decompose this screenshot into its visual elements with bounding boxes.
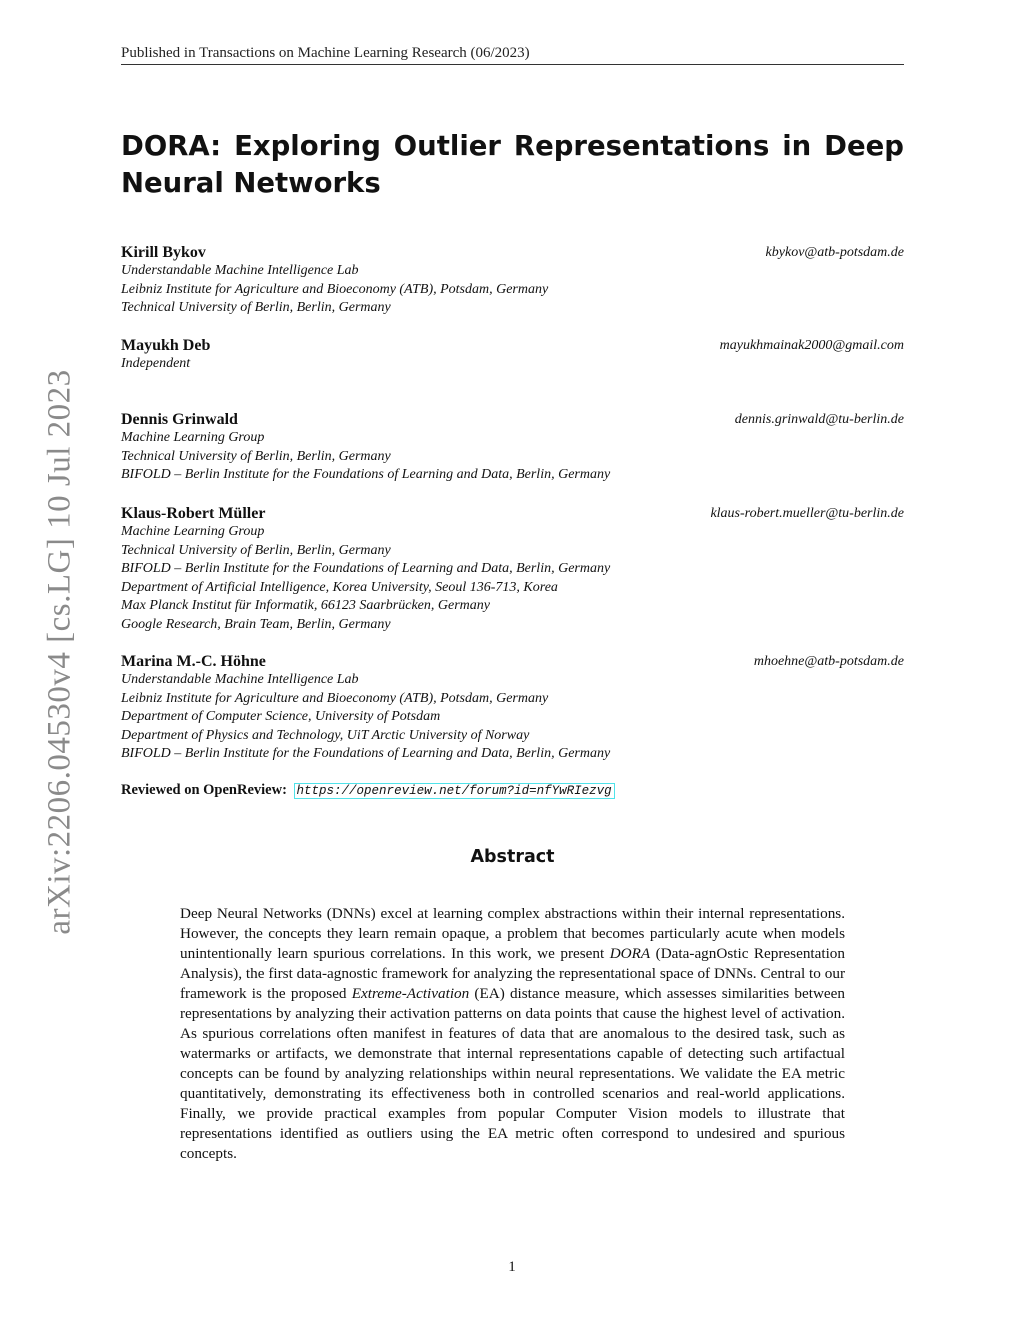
review-label: Reviewed on OpenReview: xyxy=(121,782,287,798)
abstract-text xyxy=(180,904,845,1164)
openreview-link[interactable]: https://openreview.net/forum?id=nfYwRIezvg xyxy=(294,783,615,799)
abstract-text-part: (Data-agnOstic Representation Analysis), the first data-agnostic framework for analyzing the representational space of DNNs. Central to our framework is the proposed xyxy=(180,945,845,1002)
author-name: Kirill Bykov xyxy=(121,244,206,261)
author-name: Klaus-Robert Müller xyxy=(121,505,266,522)
author-block xyxy=(121,243,904,318)
author-email[interactable]: klaus-robert.mueller@tu-berlin.de xyxy=(710,506,904,521)
author-name: Dennis Grinwald xyxy=(121,411,238,428)
abstract-text-part: Deep Neural Networks (DNNs) excel at learning complex abstractions within their internal representations. However, the concepts they learn remain opaque, a problem that becomes particularly acute when models unintentionally learn spurious correlations. In this work, we present xyxy=(180,905,845,962)
author-email[interactable]: kbykov@atb-potsdam.de xyxy=(765,245,904,260)
author-block xyxy=(121,504,904,634)
author-affiliation: Google Research, Brain Team, Berlin, Germany xyxy=(121,616,391,632)
author-affiliation: Max Planck Institut für Informatik, 66123 Saarbrücken, Germany xyxy=(121,598,490,613)
author-block xyxy=(121,336,904,374)
author-affiliation: Technical University of Berlin, Berlin, Germany xyxy=(121,300,391,315)
author-email[interactable]: mayukhmainak2000@gmail.com xyxy=(719,338,904,353)
author-affiliation: Understandable Machine Intelligence Lab xyxy=(121,672,359,687)
author-affiliation: Leibniz Institute for Agriculture and Bioeconomy (ATB), Potsdam, Germany xyxy=(121,690,549,706)
author-affiliation: BIFOLD – Berlin Institute for the Foundations of Learning and Data, Berlin, Germany xyxy=(121,467,611,482)
author-affiliation: Department of Physics and Technology, UiT Arctic University of Norway xyxy=(121,727,530,743)
author-block xyxy=(121,410,904,485)
author-affiliation: Technical University of Berlin, Berlin, Germany xyxy=(121,542,391,558)
author-affiliation: Machine Learning Group xyxy=(121,430,265,445)
abstract-text-part: (EA) distance measure, which assesses similarities between representations by analyzing their activation patterns on data points that cause the highest level of activation. As spurious correlations often manifest in features of data that are anomalous to the desired task, such as watermarks or artifacts, we demonstrate that internal representations capable of detecting such artifactual concepts can be found by analyzing relationships within neural representations. We validate the EA metric quantitatively, demonstrating its effectiveness both in controlled scenarios and real-world applications. Finally, we provide practical examples from popular Computer Vision models to illustrate that representations identified as outliers using the EA metric often correspond to undesired and spurious concepts. xyxy=(180,985,845,1162)
author-affiliation: Leibniz Institute for Agriculture and Bioeconomy (ATB), Potsdam, Germany xyxy=(121,281,549,297)
author-name: Marina M.-C. Höhne xyxy=(121,653,266,670)
review-line xyxy=(121,781,615,800)
author-affiliation: BIFOLD – Berlin Institute for the Foundations of Learning and Data, Berlin, Germany xyxy=(121,746,611,761)
arxiv-identifier: arXiv:2206.04530v4 [cs.LG] 10 Jul 2023 xyxy=(41,369,78,935)
author-block xyxy=(121,652,904,764)
abstract-heading: Abstract xyxy=(470,847,555,867)
author-email[interactable]: dennis.grinwald@tu-berlin.de xyxy=(734,412,904,427)
author-affiliation: BIFOLD – Berlin Institute for the Foundations of Learning and Data, Berlin, Germany xyxy=(121,561,611,576)
author-affiliation: Technical University of Berlin, Berlin, Germany xyxy=(121,448,391,464)
author-affiliation: Department of Computer Science, University of Potsdam xyxy=(121,709,441,724)
paper-title: DORA: Exploring Outlier Representations in Deep Neural Networks xyxy=(121,130,904,199)
author-affiliation: Department of Artificial Intelligence, Korea University, Seoul 136-713, Korea xyxy=(121,579,558,595)
abstract-emphasis-extreme-activation: Extreme-Activation xyxy=(351,985,470,1002)
abstract-emphasis-dora: DORA xyxy=(609,945,651,962)
page-number: 1 xyxy=(508,1259,516,1275)
author-affiliation: Independent xyxy=(121,356,191,371)
author-affiliation: Understandable Machine Intelligence Lab xyxy=(121,263,359,278)
journal-header: Published in Transactions on Machine Learning Research (06/2023) xyxy=(121,43,904,65)
author-name: Mayukh Deb xyxy=(121,337,211,354)
author-email[interactable]: mhoehne@atb-potsdam.de xyxy=(753,654,904,669)
author-affiliation: Machine Learning Group xyxy=(121,524,265,539)
